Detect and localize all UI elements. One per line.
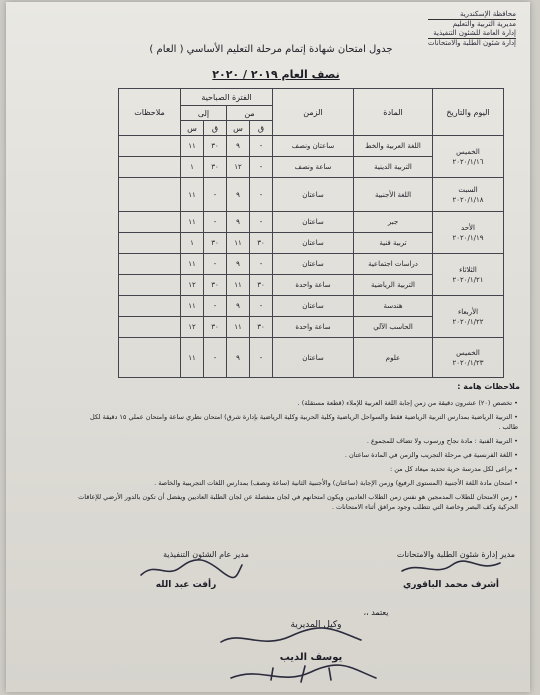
from-s-cell: ٩: [227, 338, 250, 378]
day-name: الأحد: [461, 223, 475, 232]
to-s-cell: ١١: [181, 178, 204, 212]
header-morning: الفترة الصباحية: [181, 89, 273, 106]
day-date: ٢٠٢٠/١/١٦: [452, 157, 484, 166]
note-item: • التربية الفنية : مادة نجاح ورسوب ولا تضاف للمجموع .: [78, 436, 518, 446]
day-date: ٢٠٢٠/١/٢٢: [452, 317, 484, 326]
notes-cell: [119, 275, 181, 296]
to-q-cell: ٣٠: [204, 275, 227, 296]
signature-right-name: أشرف محمد الباقوري: [402, 580, 500, 590]
time-cell: ساعتان: [273, 296, 354, 317]
to-s-cell: ١١: [181, 296, 204, 317]
to-q-cell: -: [204, 178, 227, 212]
from-q-cell: -: [250, 178, 273, 212]
day-name: السبت: [458, 185, 478, 194]
signature-right-title: مدير إدارة شئون الطلبة والامتحانات: [396, 550, 516, 559]
issuer-header: [428, 10, 516, 48]
time-cell: ساعتان: [273, 212, 354, 233]
from-s-cell: ١١: [227, 233, 250, 254]
subject-cell: اللغة الأجنبية: [354, 178, 433, 212]
to-s-cell: ١٢: [181, 317, 204, 338]
deputy-signature-scribble: [211, 620, 381, 690]
notes-cell: [119, 157, 181, 178]
to-s-cell: ١١: [181, 338, 204, 378]
from-q-cell: -: [250, 338, 273, 378]
to-q-cell: ٣٠: [204, 157, 227, 178]
from-q-cell: -: [250, 212, 273, 233]
to-s-cell: ١١: [181, 212, 204, 233]
notes-cell: [119, 338, 181, 378]
signature-right-scribble: [396, 557, 506, 579]
subject-cell: الحاسب الآلي: [354, 317, 433, 338]
notes-cell: [119, 212, 181, 233]
subject-cell: هندسة: [354, 296, 433, 317]
notes-cell: [119, 178, 181, 212]
notes-cell: [119, 254, 181, 275]
header-line-4: إدارة شئون الطلبة والامتحانات: [428, 39, 516, 47]
note-item: • زمن الامتحان للطلاب المدمجين هو نفس زمن الطلاب العاديين ويكون امتحانهم في لجان منفصلة عن لجان الطلبة العاديين ويفضل أن تكون بالدور الأرضي للإعاقات الحركية وكف البصر وخاصة التي تتطلب وجود مرافق أثناء الامتحانات .: [78, 492, 518, 512]
from-q-cell: -: [250, 136, 273, 157]
to-q-cell: -: [204, 296, 227, 317]
subject-cell: جبر: [354, 212, 433, 233]
day-cell: [433, 178, 504, 212]
to-s-cell: ١: [181, 233, 204, 254]
subject-cell: تربية فنية: [354, 233, 433, 254]
to-q-cell: ٣٠: [204, 317, 227, 338]
from-q-cell: ٣٠: [250, 275, 273, 296]
from-q-cell: -: [250, 254, 273, 275]
time-cell: ساعتان: [273, 178, 354, 212]
signature-left-scribble: [136, 557, 246, 582]
day-name: الخميس: [456, 348, 480, 357]
subject-cell: علوم: [354, 338, 433, 378]
exam-schedule-table: [118, 88, 504, 378]
notes-heading: ملاحظات هامة :: [457, 382, 520, 391]
day-cell: [433, 212, 504, 254]
from-s-cell: ٩: [227, 178, 250, 212]
to-s-cell: ١١: [181, 254, 204, 275]
day-date: ٢٠٢٠/١/١٨: [452, 195, 484, 204]
to-s-cell: ١٢: [181, 275, 204, 296]
to-q-cell: -: [204, 212, 227, 233]
notes-cell: [119, 296, 181, 317]
from-q-cell: ٣٠: [250, 233, 273, 254]
subject-cell: دراسات اجتماعية: [354, 254, 433, 275]
header-line-2: مديرية التربية والتعليم: [452, 20, 516, 28]
day-name: الثلاثاء: [459, 265, 477, 274]
to-q-cell: -: [204, 338, 227, 378]
header-day: اليوم والتاريخ: [433, 89, 504, 136]
from-s-cell: ١٢: [227, 157, 250, 178]
deputy-title: وكيل المديرية: [290, 620, 342, 630]
document-page: [6, 2, 530, 692]
day-cell: [433, 136, 504, 178]
note-item: • التربية الرياضية بمدارس التربية الرياضية فقط والسواحل الرياضية وكلية الحربية وكلية الرياضية بإدارة شرق) امتحان نظري ساعة وامتحان عملي ١٥ دقيقة لكل طالب .: [78, 412, 518, 432]
signature-left-name: رأفت عبد الله: [155, 580, 217, 590]
header-from: من: [227, 106, 273, 121]
from-s-cell: ٩: [227, 296, 250, 317]
signature-left-title: مدير عام الشئون التنفيذية: [163, 550, 249, 559]
day-name: الأربعاء: [457, 307, 479, 316]
day-name: الخميس: [456, 147, 480, 156]
header-to-q: ق: [204, 121, 227, 136]
to-q-cell: -: [204, 254, 227, 275]
document-title: جدول امتحان شهادة إتمام مرحلة التعليم الأساسي ( العام ): [149, 44, 393, 55]
header-from-q: ق: [250, 121, 273, 136]
notes-list: [78, 398, 518, 516]
header-from-s: س: [227, 121, 250, 136]
day-date: ٢٠٢٠/١/٢١: [452, 275, 484, 284]
from-s-cell: ٩: [227, 136, 250, 157]
header-line-1: محافظة الإسكندرية: [428, 10, 516, 20]
header-to: إلى: [181, 106, 227, 121]
time-cell: ساعتان: [273, 338, 354, 378]
day-date: ٢٠٢٠/١/٢٣: [452, 358, 484, 367]
to-q-cell: ٣٠: [204, 233, 227, 254]
note-item: • امتحان مادة اللغة الأجنبية (المستوى الرفيع) وزمن الإجابة (ساعتان) والأجنبية الثانية (ساعة ونصف) بمدارس اللغات التجريبية والخاصة .: [78, 478, 518, 488]
notes-cell: [119, 136, 181, 157]
from-s-cell: ٩: [227, 212, 250, 233]
from-s-cell: ١١: [227, 317, 250, 338]
to-q-cell: ٣٠: [204, 136, 227, 157]
note-item: • تخصص (٢٠) عشرون دقيقة من زمن إجابة اللغة العربية للإملاء (قطعة مستقلة) .: [78, 398, 518, 408]
time-cell: ساعة واحدة: [273, 317, 354, 338]
time-cell: ساعة ونصف: [273, 157, 354, 178]
day-cell: [433, 296, 504, 338]
note-item: • يراعى لكل مدرسة حرية تحديد ميعاد كل من :: [78, 464, 518, 474]
time-cell: ساعتان ونصف: [273, 136, 354, 157]
notes-cell: [119, 317, 181, 338]
from-s-cell: ٩: [227, 254, 250, 275]
header-notes: ملاحظات: [119, 89, 181, 136]
header-subject: المادة: [354, 89, 433, 136]
subject-cell: التربية الرياضية: [354, 275, 433, 296]
from-q-cell: ٣٠: [250, 317, 273, 338]
header-line-3: إدارة العامة للشئون التنفيذية: [428, 29, 516, 39]
to-s-cell: ١: [181, 157, 204, 178]
note-item: • اللغة الفرنسية في مرحلة التجريب والزمن في المادة ساعتان .: [78, 450, 518, 460]
subject-cell: اللغة العربية والخط: [354, 136, 433, 157]
day-cell: [433, 338, 504, 378]
deputy-name: يوسف الديب: [279, 652, 343, 663]
header-to-s: س: [181, 121, 204, 136]
header-time: الزمن: [273, 89, 354, 136]
approve-label: يعتمد ،،: [363, 608, 389, 617]
notes-cell: [119, 233, 181, 254]
time-cell: ساعتان: [273, 254, 354, 275]
from-q-cell: -: [250, 296, 273, 317]
subject-cell: التربية الدينية: [354, 157, 433, 178]
from-q-cell: -: [250, 157, 273, 178]
day-cell: [433, 254, 504, 296]
document-subtitle: نصف العام ٢٠١٩ / ٢٠٢٠: [212, 68, 340, 81]
from-s-cell: ١١: [227, 275, 250, 296]
time-cell: ساعة واحدة: [273, 275, 354, 296]
time-cell: ساعتان: [273, 233, 354, 254]
day-date: ٢٠٢٠/١/١٩: [452, 233, 484, 242]
to-s-cell: ١١: [181, 136, 204, 157]
